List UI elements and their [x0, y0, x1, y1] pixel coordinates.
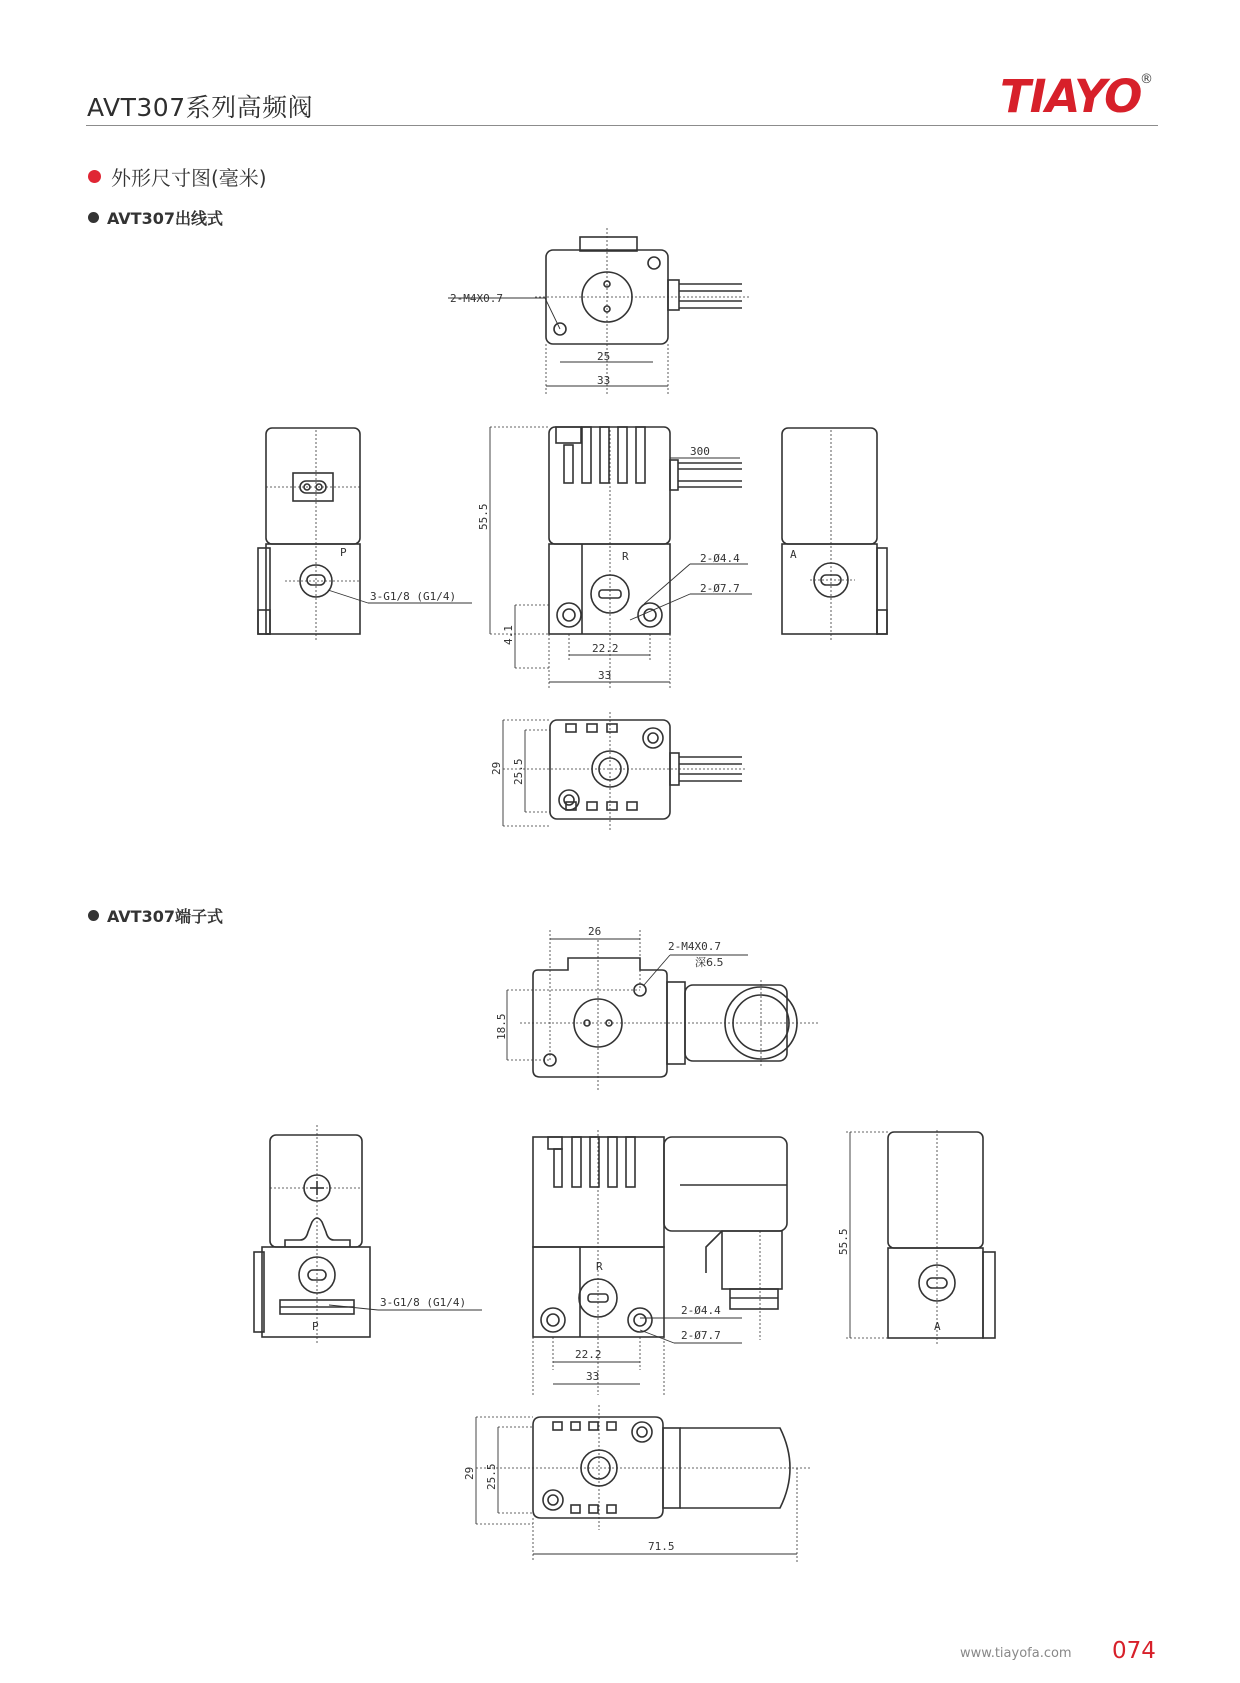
v2-depth-29-label: 29	[463, 1466, 476, 1480]
v1-right-view	[782, 428, 887, 634]
registered-mark: ®	[1140, 72, 1153, 87]
v1-width-33-top-label: 33	[597, 374, 611, 387]
v1-port-r-label: R	[622, 550, 629, 563]
v1-cable-300-label: 300	[690, 445, 710, 458]
v2-pitch-label: 22.2	[575, 1348, 602, 1361]
v2-height-55-label: 55.5	[837, 1228, 850, 1255]
section-heading-text: 外形尺寸图(毫米)	[111, 166, 267, 190]
v1-pitch-label: 22.2	[592, 642, 619, 655]
variant-label-2: AVT307端子式	[107, 907, 223, 926]
page-title: AVT307系列高频阀	[87, 93, 314, 122]
brand-logo: TIAYO	[1000, 70, 1142, 123]
v2-right-view	[888, 1132, 995, 1338]
v2-port-r-label: R	[596, 1260, 603, 1273]
v2-front-view	[533, 1137, 787, 1337]
v1-thread-label: 2-M4X0.7	[450, 292, 503, 305]
footer-url: www.tiayofa.com	[960, 1646, 1072, 1661]
v1-cbore-label: 2-Ø7.7	[700, 582, 740, 595]
v1-top-view	[546, 237, 742, 344]
v1-depth-25-label: 25.5	[512, 758, 525, 785]
v2-left-view	[254, 1135, 370, 1337]
v1-depth-29-label: 29	[490, 761, 503, 775]
v2-width-26-label: 26	[588, 925, 602, 938]
v1-left-view	[258, 428, 360, 634]
v2-port-a-label: A	[934, 1320, 941, 1333]
v1-port-thread-label: 3-G1/8 (G1/4)	[370, 590, 457, 603]
v1-height-55-label: 55.5	[477, 503, 490, 530]
v2-bottom-view	[533, 1417, 790, 1518]
v1-bore-label: 2-Ø4.4	[700, 552, 740, 565]
page-number: 074	[1112, 1638, 1156, 1664]
v1-port-p-label: P	[340, 546, 347, 559]
v2-thread-label: 2-M4X0.7	[668, 940, 721, 953]
v2-depth-25-label: 25.5	[485, 1463, 498, 1490]
v2-port-thread-label: 3-G1/8 (G1/4)	[380, 1296, 467, 1309]
v2-port-p-label: P	[312, 1320, 319, 1333]
v1-width-33-label: 33	[598, 669, 612, 682]
v1-bottom-view	[550, 720, 742, 819]
variant-label-1: AVT307出线式	[107, 209, 223, 228]
v2-top-view	[533, 958, 797, 1077]
v1-height-4-label: 4.1	[502, 625, 515, 645]
v2-depth-label: 深6.5	[695, 956, 724, 969]
v2-length-label: 71.5	[648, 1540, 675, 1553]
v2-height-18-label: 18.5	[495, 1013, 508, 1040]
v2-cbore-label: 2-Ø7.7	[681, 1329, 721, 1342]
v2-width-33-label: 33	[586, 1370, 600, 1383]
v2-bore-label: 2-Ø4.4	[681, 1304, 721, 1317]
v1-port-a-label: A	[790, 548, 797, 561]
v1-width-25-label: 25	[597, 350, 611, 363]
